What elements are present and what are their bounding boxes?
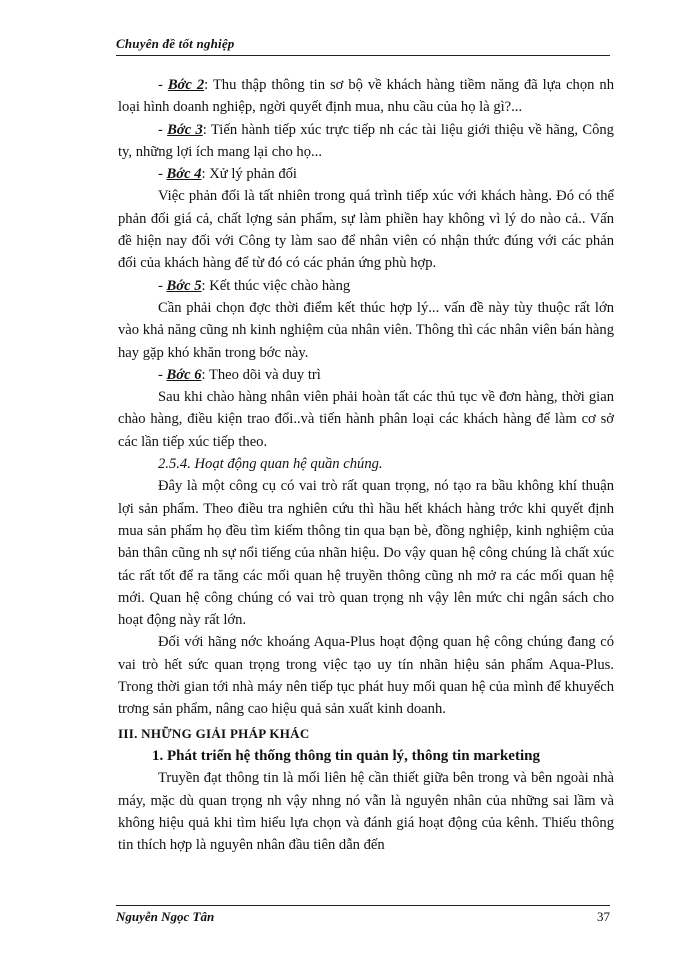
footer-rule	[116, 905, 610, 906]
running-header: Chuyên đề tốt nghiệp	[116, 36, 235, 51]
step-text: : Xử lý phản đối	[201, 166, 297, 183]
step-6: - Bớc 6: Theo dõi và duy trì	[158, 366, 321, 383]
step-label: Bớc 6	[166, 366, 202, 383]
header-rule	[116, 55, 610, 56]
footer-author: Nguyễn Ngọc Tân	[116, 909, 215, 924]
step-4: - Bớc 4: Xử lý phản đối	[158, 166, 297, 183]
step-label: Bớc 2	[167, 77, 205, 93]
step-label: Bớc 5	[166, 277, 202, 294]
paragraph: Sau khi chào hàng nhân viên phải hoàn tất các thủ tục về đơn hàng, thời gian chào hàng, điều kiện trao đổi..và tiến hành phân loại các khách hàng để làm cơ sở các lần tiếp xúc tiếp theo.	[118, 389, 614, 450]
step-label: Bớc 4	[166, 166, 202, 183]
paragraph: Việc phản đối là tất nhiên trong quá trình tiếp xúc với khách hàng. Đó có thể phản đối giá cả, chất lợng sản phẩm, sự làm phiền hay không vì lý do nào cả.. Vấn đề hiện nay đối với Công ty làm sao để nhân viên có nhận thức đúng với các phản đối của khách hàng để từ đó có các phản ứng phù hợp.	[118, 188, 614, 272]
step-label: Bớc 3	[167, 121, 203, 138]
subsection-heading: 2.5.4. Hoạt động quan hệ quần chúng.	[158, 456, 383, 473]
step-text: : Tiến hành tiếp xúc trực tiếp nh các tài liệu giới thiệu về hãng, Công ty, những lợi ích mang lại cho họ...	[118, 121, 614, 160]
page-number: 37	[597, 909, 610, 924]
step-text: : Thu thập thông tin sơ bộ về khách hàng tiềm năng đã lựa chọn nh loại hình doanh nghiệp, ngời quyết định mua, nhu cầu của họ là gì?...	[118, 77, 614, 116]
step-text: : Theo dõi và duy trì	[201, 366, 321, 383]
section-subheading: 1. Phát triển hệ thống thông tin quản lý, thông tin marketing	[152, 747, 540, 764]
body-text	[118, 74, 614, 856]
step-2: - Bớc 2: Thu thập thông tin sơ bộ về khách hàng tiềm năng đã lựa chọn nh loại hình doanh nghiệp, ngời quyết định mua, nhu cầu của họ là gì?...	[118, 77, 614, 116]
step-text: : Kết thúc việc chào hàng	[201, 277, 351, 294]
step-5: - Bớc 5: Kết thúc việc chào hàng	[158, 277, 351, 294]
section-heading: III. NHỮNG GIẢI PHÁP KHÁC	[118, 725, 310, 741]
paragraph: Đối với hãng nớc khoáng Aqua-Plus hoạt động quan hệ công chúng đang có vai trò hết sức quan trọng trong việc tạo uy tín nhãn hiệu sản phẩm Aqua-Plus. Trong thời gian tới nhà máy nên tiếp tục phát huy mối quan hệ của mình để khuyếch trơng sản phẩm, nâng cao hiệu quả sản xuất kinh doanh.	[118, 634, 614, 718]
paragraph: Cần phải chọn đợc thời điểm kết thúc hợp lý... vấn đề này tùy thuộc rất lớn vào khả năng cũng nh kinh nghiệm của nhân viên. Thông thì các nhân viên bán hàng hay gặp khó khăn trong bớc này.	[118, 299, 614, 361]
paragraph: Truyền đạt thông tin là mối liên hệ cần thiết giữa bên trong và bên ngoài nhà máy, mặc dù quan trọng nh vậy nhng nó vẫn là nguyên nhân của những sai lầm và không hiệu quả khi tìm hiểu lựa chọn và đánh giá hoạt động của kênh. Thiếu thông tin thích hợp là nguyên nhân đầu tiên dẫn đến	[118, 770, 614, 854]
step-3: - Bớc 3: Tiến hành tiếp xúc trực tiếp nh các tài liệu giới thiệu về hãng, Công ty, những lợi ích mang lại cho họ...	[118, 121, 614, 160]
paragraph: Đây là một công cụ có vai trò rất quan trọng, nó tạo ra bầu không khí thuận lợi sản phẩm. Theo điều tra nghiên cứu thì hầu hết khách hàng trớc khi quyết định mua sản phẩm họ đều tìm kiếm thông tin qua bạn bè, đồng nghiệp, kinh nghiệm của bản thân cũng nh sự nổi tiếng của nhãn hiệu. Do vậy quan hệ công chúng là chất xúc tác rất tốt để ra tăng các mối quan hệ truyền thông cũng nh mở ra các mối quan hệ mới. Quan hệ công chúng có vai trò quan trọng nh vậy lên mức chi ngân sách cho hoạt động này rất lớn.	[118, 478, 614, 629]
